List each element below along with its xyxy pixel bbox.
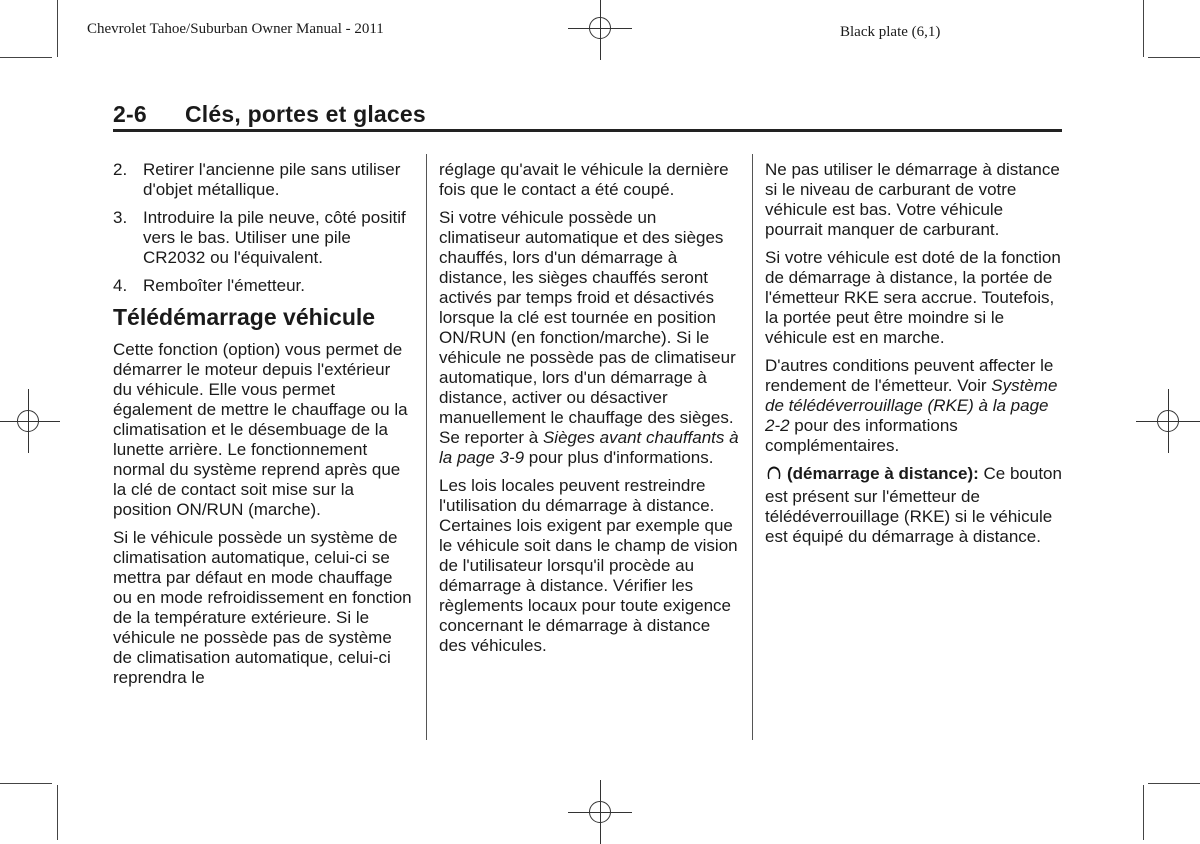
chapter-heading [113,101,426,128]
remote-start-label: (démarrage à distance): [787,464,979,483]
crop-mark [57,785,58,840]
step-text: Introduire la pile neuve, côté positif vers le bas. Utiliser une pile CR2032 ou l'équivalent. [143,208,406,267]
remote-start-icon [765,464,783,487]
column-divider [426,154,427,740]
registration-mark-bottom [584,796,616,828]
paragraph: Si votre véhicule est doté de la fonction de démarrage à distance, la portée de l'émetteur RKE sera accrue. Toutefois, la portée peut être moindre si le véhicule est en marche. [765,248,1061,347]
header-plate: Black plate (6,1) [840,24,941,40]
registration-mark-right [1152,405,1184,437]
list-item [113,276,413,296]
column-3 [765,160,1065,555]
paragraph-text: pour des informations complémentaires. [765,416,958,455]
paragraph [765,464,1065,547]
crop-mark [0,57,52,58]
step-number: 4. [113,276,128,295]
crop-mark [1148,783,1200,784]
chapter-rule [113,129,1062,132]
column-1 [113,160,413,696]
section-title: Télédémarrage véhicule [113,304,376,330]
step-text: Retirer l'ancienne pile sans utiliser d'objet métallique. [143,160,401,199]
paragraph: Cette fonction (option) vous permet de démarrer le moteur depuis l'extérieur du véhicule. Elle vous permet également de mettre le chauffage ou la climatisation et le désembuage de la lunette arrière. Le fonctionnement normal du système reprend après que la clé de contact soit mise sur la position ON/RUN (marche). [113,340,408,519]
paragraph-text: D'autres conditions peuvent affecter le rendement de l'émetteur. Voir [765,356,1054,395]
chapter-number: 2-6 [113,101,147,127]
crop-mark [1143,0,1144,57]
cross-reference-link[interactable]: Système de télédéverrouillage (RKE) à la page 2-2 [765,376,1058,435]
crop-mark [57,0,58,57]
registration-mark-top [584,12,616,44]
paragraph-text: Si votre véhicule possède un climatiseur automatique et des sièges chauffés, lors d'un démarrage à distance, les sièges chauffés seront activés par temps froid et désactivés lorsque la clé est tournée en position ON/RUN (en fonction/marche). Si le véhicule ne possède pas de climatiseur automatique, lors d'un démarrage à distance, activer ou désactiver manuellement le chauffage des sièges. Se reporter à [439,208,736,447]
list-item [113,208,413,268]
cross-reference-link[interactable]: Sièges avant chauffants à la page 3-9 [439,428,739,467]
paragraph [765,356,1065,456]
paragraph: réglage qu'avait le véhicule la dernière fois que le contact a été coupé. [439,160,729,199]
paragraph-text: pour plus d'informations. [524,448,714,467]
paragraph [439,208,739,468]
paragraph: Ne pas utiliser le démarrage à distance si le niveau de carburant de votre véhicule est bas. Votre véhicule pourrait manquer de carburant. [765,160,1060,239]
paragraph: Les lois locales peuvent restreindre l'utilisation du démarrage à distance. Certaines lois exigent par exemple que le véhicule soit dans le champ de vision de l'utilisateur lorsqu'il procède au démarrage à distance. Vérifier les règlements locaux pour toute exigence concernant le démarrage à distance des véhicules. [439,476,738,655]
list-item [113,160,413,200]
column-divider [752,154,753,740]
registration-mark-left [12,405,44,437]
paragraph: Si le véhicule possède un système de climatisation automatique, celui-ci se mettra par défaut en mode chauffage ou en mode refroidissement en fonction de la température extérieure. Si le véhicule ne possède pas de système de climatisation automatique, celui-ci reprendra le [113,528,412,687]
crop-mark [0,783,52,784]
crop-mark [1148,57,1200,58]
column-2 [439,160,739,664]
header-manual-title: Chevrolet Tahoe/Suburban Owner Manual - 2011 [87,21,384,37]
crop-mark [1143,785,1144,840]
chapter-title: Clés, portes et glaces [185,101,426,127]
paragraph-text: Ce bouton est présent sur l'émetteur de télédéverrouillage (RKE) si le véhicule est équipé du démarrage à distance. [765,464,1062,546]
step-text: Remboîter l'émetteur. [143,276,305,295]
step-number: 3. [113,208,128,227]
step-number: 2. [113,160,128,179]
